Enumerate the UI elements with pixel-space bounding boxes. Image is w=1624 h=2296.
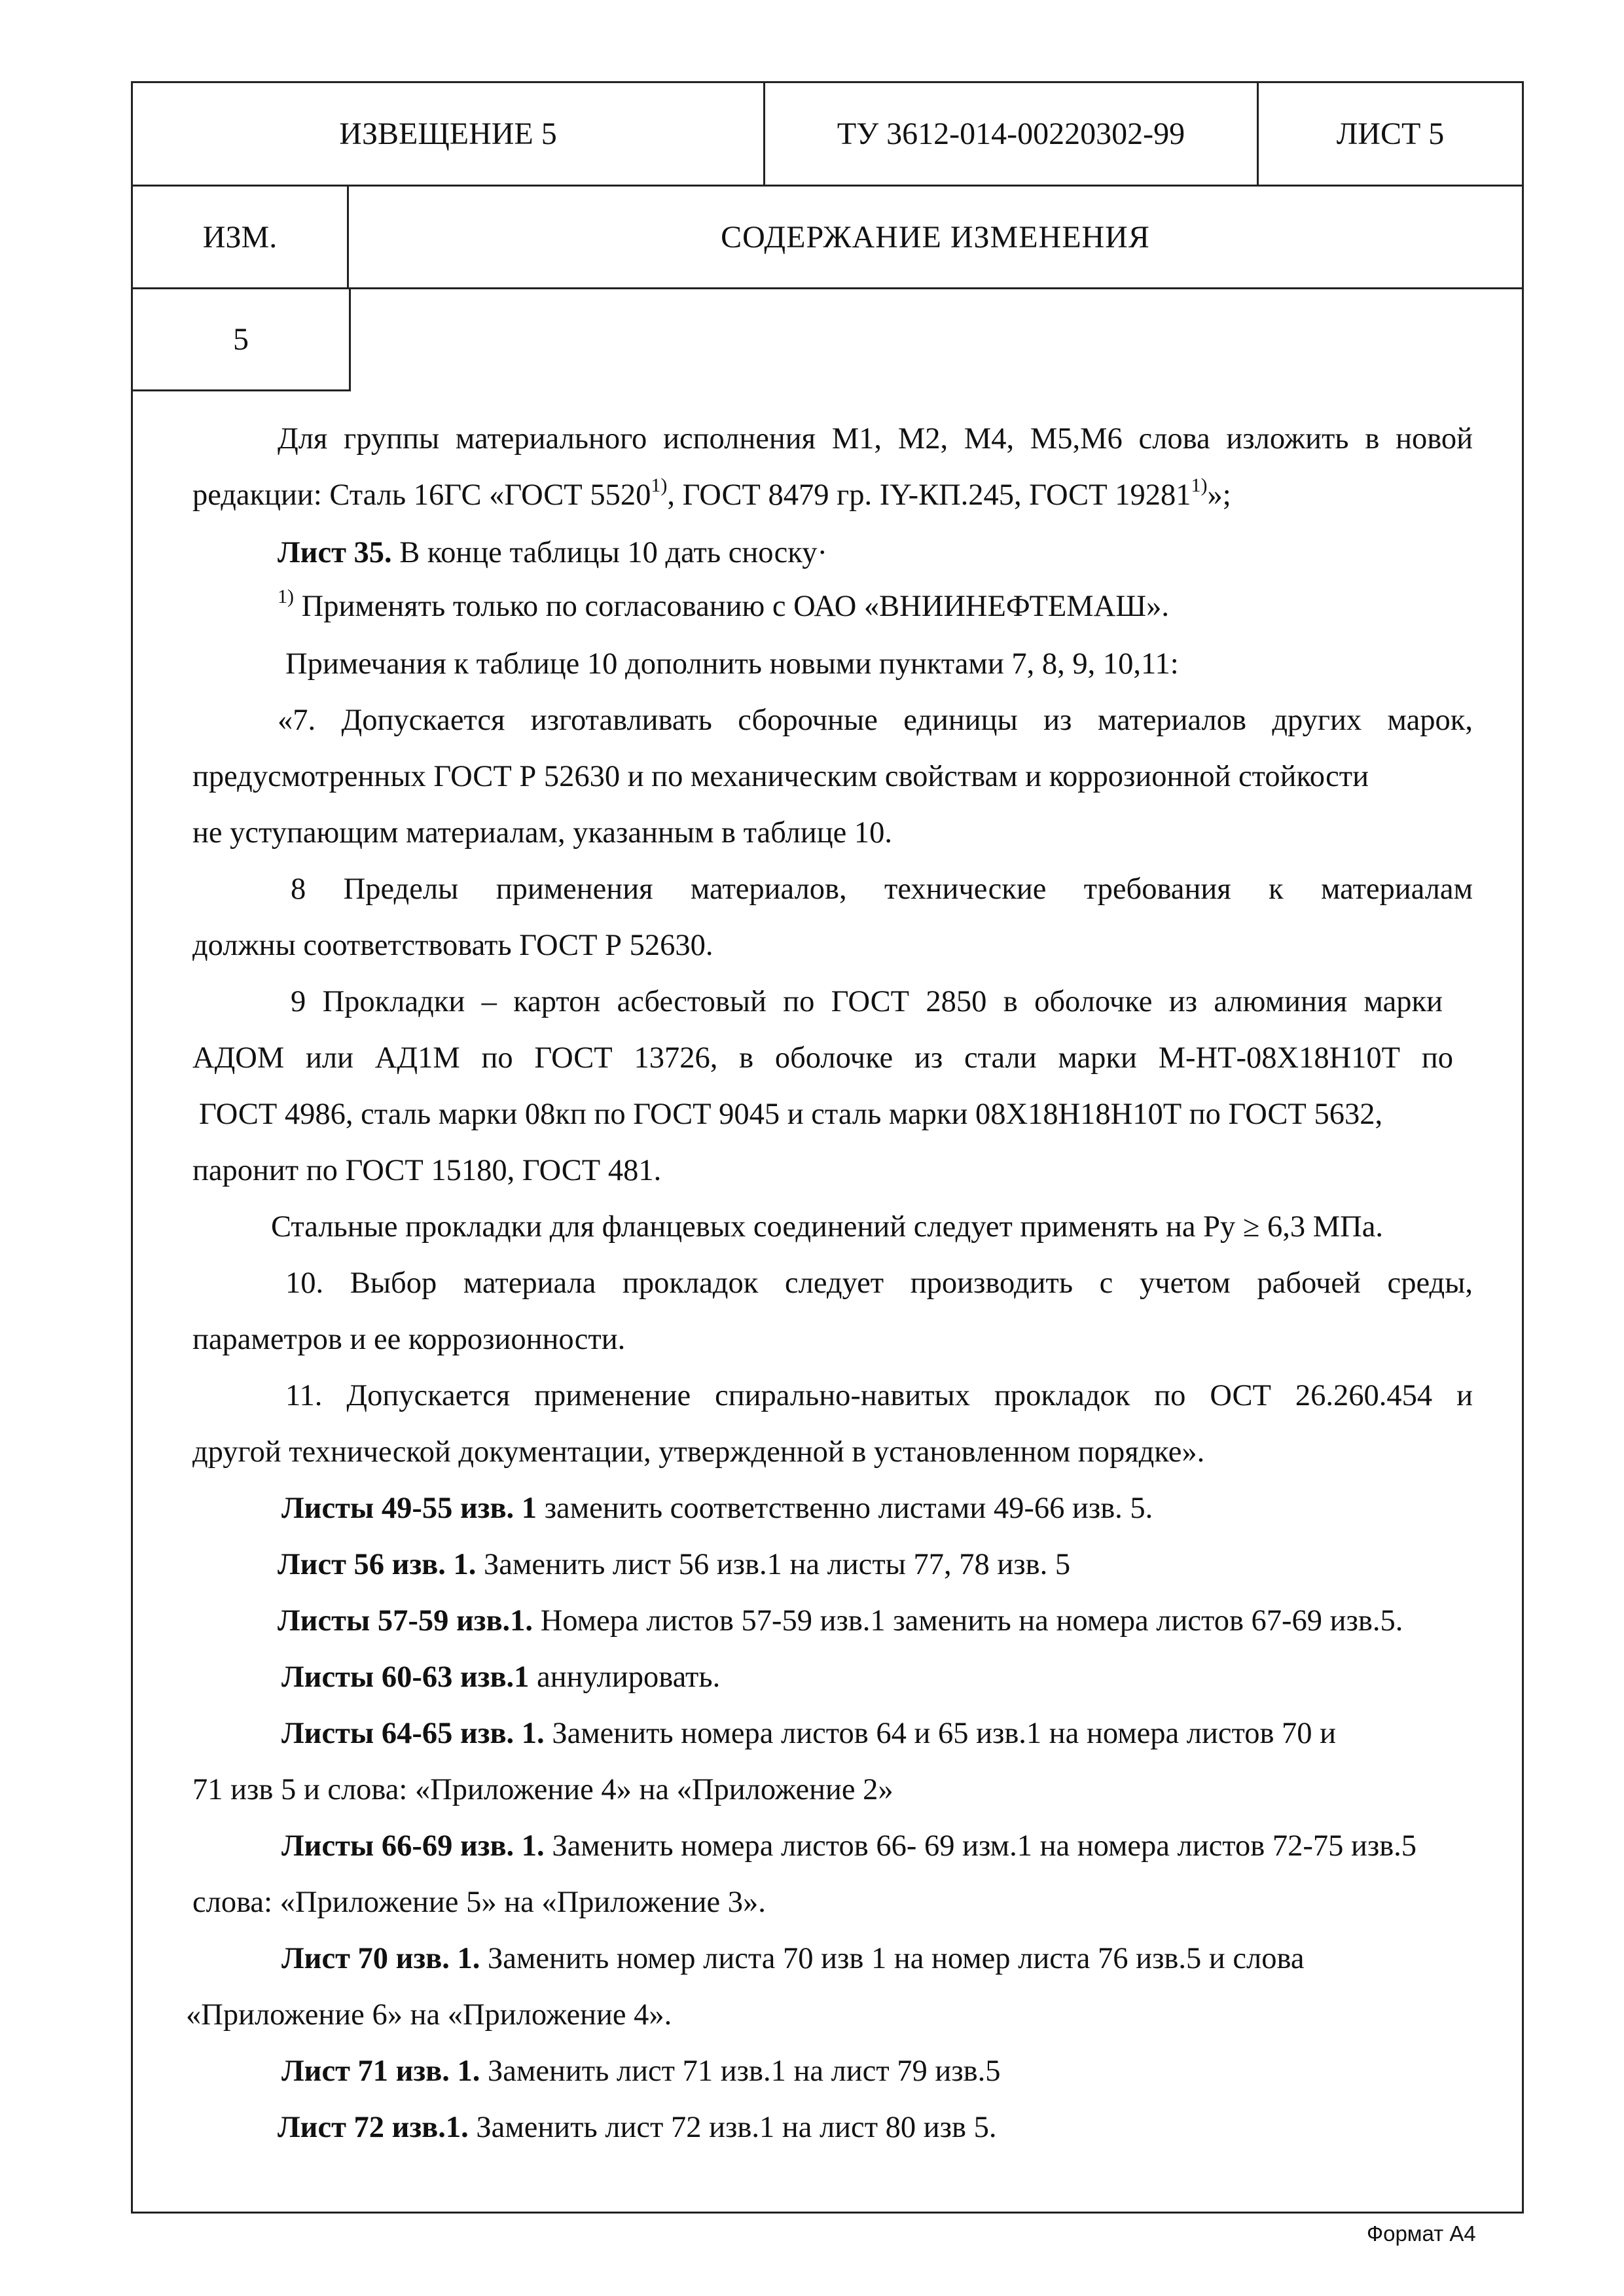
footnote-line: $^{1)}$ Применять только по согласованию с ОАО «ВНИИНЕФТЕМАШ». (278, 586, 1169, 623)
text-line: Листы 66-69 изв. 1. Заменить номера листов 66- 69 изм.1 на номера листов 72-75 изв.5 (281, 1829, 1417, 1863)
text-line: 9 Прокладки – картон асбестовый по ГОСТ 2850 в оболочке из алюминия марки (291, 985, 1443, 1018)
text-line: «7. Допускается изготавливать сборочные единицы из материалов других марок, (278, 704, 1473, 737)
text-line: должны соответствовать ГОСТ Р 52630. (192, 929, 713, 962)
text-line: Листы 60-63 изв.1 аннулировать. (281, 1660, 721, 1694)
content-label: СОДЕРЖАНИЕ ИЗМЕНЕНИЯ (721, 219, 1150, 255)
text-line: параметров и ее коррозионности. (192, 1323, 626, 1356)
text-line: 11. Допускается применение спирально-навитых прокладок по ОСТ 26.260.454 и (285, 1379, 1473, 1412)
text-line: 71 изв 5 и слова: «Приложение 4» на «Приложение 2» (192, 1773, 893, 1806)
sheet-number: ЛИСТ 5 (1336, 117, 1445, 151)
footnote-mark: 1) (278, 586, 294, 607)
text-line: Лист 71 изв. 1. Заменить лист 71 изв.1 на лист 79 изв.5 (281, 2054, 1001, 2088)
text-line: предусмотренных ГОСТ Р 52630 и по механическим свойствам и коррозионной стойкости (192, 760, 1369, 793)
text-line: Лист 56 изв. 1. Заменить лист 56 изв.1 на листы 77, 78 изв. 5 (278, 1548, 1071, 1581)
text-line: Листы 64-65 изв. 1. Заменить номера листов 64 и 65 изв.1 на номера листов 70 и (281, 1717, 1337, 1750)
text-line: 8 Пределы применения материалов, технические требования к материалам (291, 872, 1473, 906)
text-line: слова: «Приложение 5» на «Приложение 3». (192, 1886, 766, 1919)
text-line: другой технической документации, утвержденной в установленном порядке». (192, 1435, 1205, 1469)
text-line: Для группы материального исполнения М1, М2, М4, М5,М6 слова изложить в новой (278, 422, 1473, 456)
text-line: АДОМ или АД1М по ГОСТ 13726, в оболочке из стали марки М-НТ-08Х18Н10Т по (192, 1041, 1453, 1075)
text-line: редакции: Сталь 16ГС «ГОСТ 5520$^{1)}$, ГОСТ 8479 гр. IY-КП.245, ГОСТ 19281$^{1)}$»; (192, 475, 1231, 512)
text-line: Стальные прокладки для фланцевых соединений следует применять на Ру ≥ 6,3 МПа. (271, 1210, 1383, 1244)
text-line: Лист 35. В конце таблицы 10 дать сноску· (278, 536, 827, 569)
text-line: Листы 57-59 изв.1. Номера листов 57-59 изв.1 заменить на номера листов 67-69 изв.5. (278, 1604, 1403, 1638)
text-line: паронит по ГОСТ 15180, ГОСТ 481. (192, 1154, 662, 1187)
text-line: Листы 49-55 изв. 1 заменить соответственно листами 49-66 изв. 5. (281, 1492, 1153, 1525)
page-format-label: Формат А4 (1367, 2221, 1476, 2246)
footnote-ref: 1) (1191, 475, 1208, 496)
text-line: Примечания к таблице 10 дополнить новыми пунктами 7, 8, 9, 10,11: (285, 647, 1179, 681)
text-line: не уступающим материалам, указанным в таблице 10. (192, 816, 893, 850)
text-line: 10. Выбор материала прокладок следует производить с учетом рабочей среды, (285, 1266, 1473, 1300)
notice-title: ИЗВЕЩЕНИЕ 5 (133, 83, 765, 185)
text-line: ГОСТ 4986, сталь марки 08кп по ГОСТ 9045 и сталь марки 08Х18Н18Н10Т по ГОСТ 5632, (199, 1098, 1383, 1131)
document-code: ТУ 3612-014-00220302-99 (765, 83, 1259, 185)
text-line: Лист 72 изв.1. Заменить лист 72 изв.1 на лист 80 изв 5. (278, 2111, 997, 2144)
footnote-ref: 1) (651, 475, 668, 496)
text-line: «Приложение 6» на «Приложение 4». (186, 1998, 672, 2032)
revision-label: ИЗМ. (133, 187, 349, 287)
text-line: Лист 70 изв. 1. Заменить номер листа 70 изв 1 на номер листа 76 изв.5 и слова (281, 1942, 1305, 1975)
revision-number: 5 (133, 289, 351, 391)
